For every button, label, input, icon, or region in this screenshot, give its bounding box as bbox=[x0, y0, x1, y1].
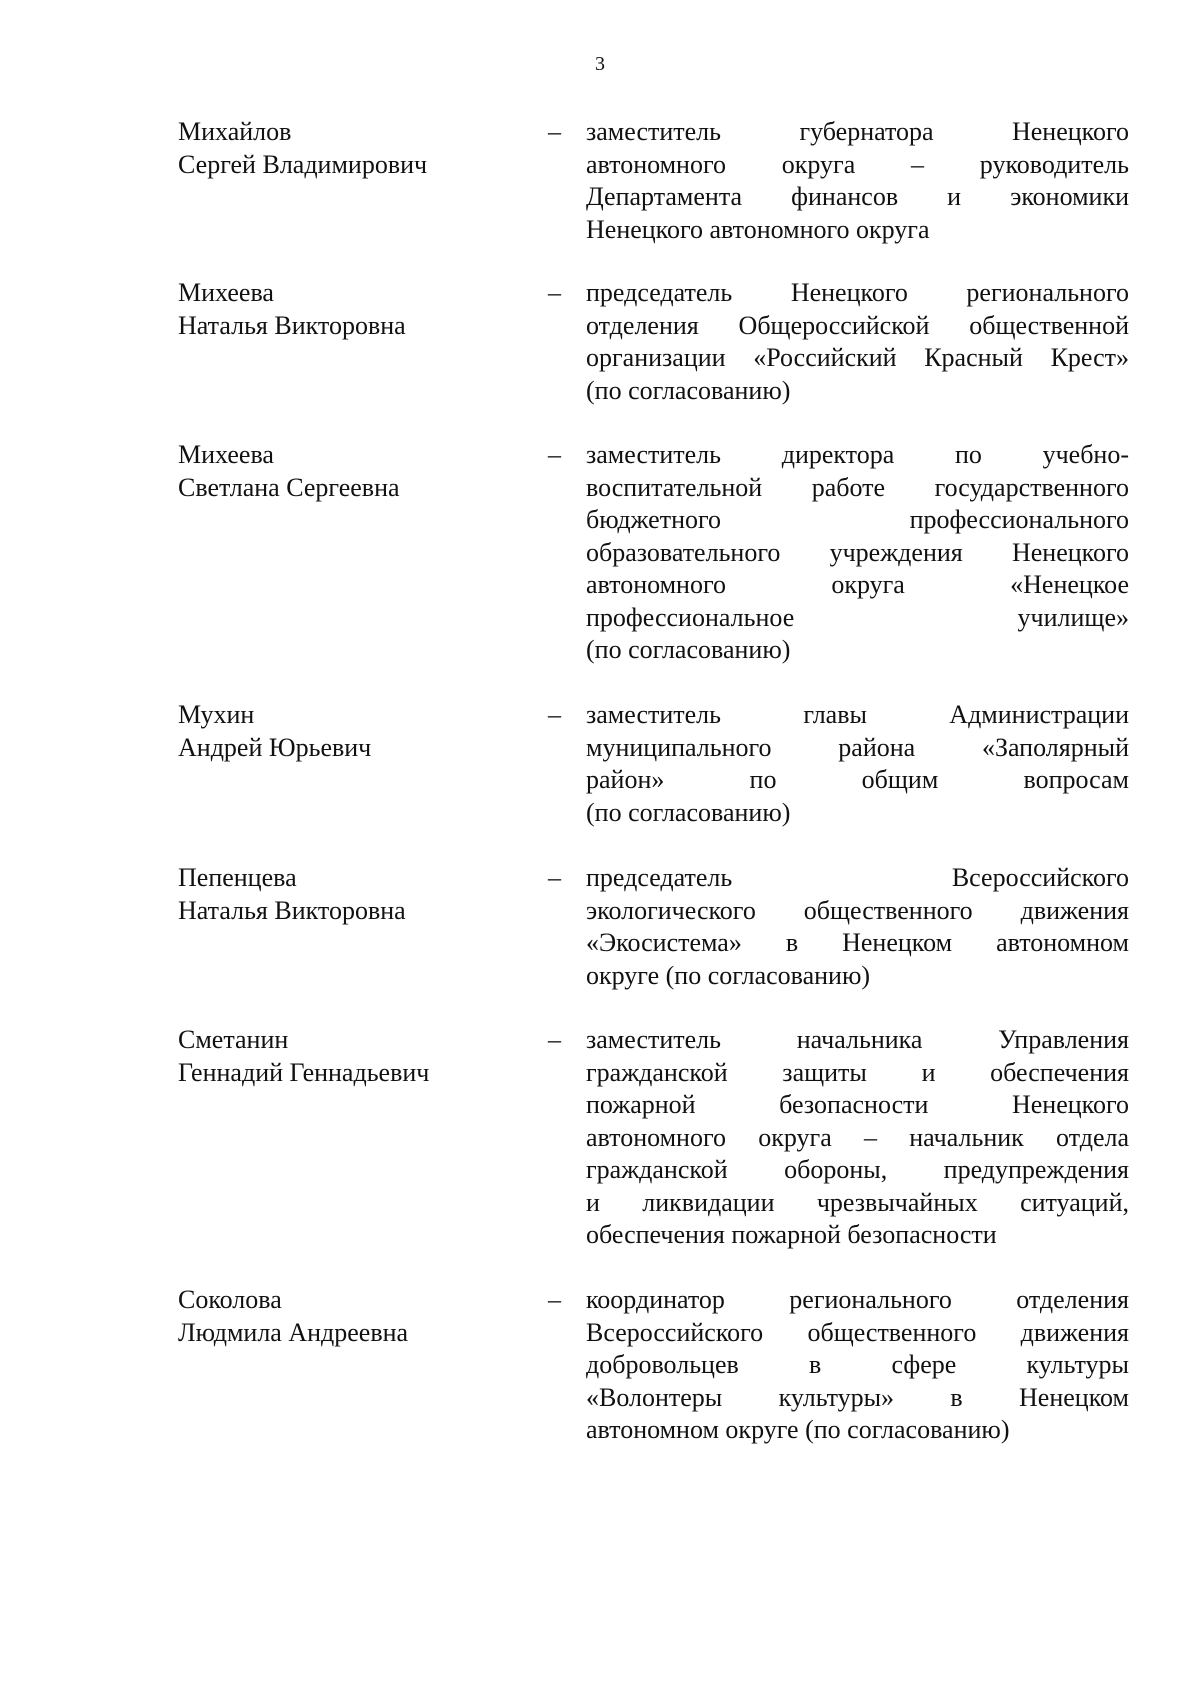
position-line: профессиональное училище» bbox=[586, 602, 1129, 632]
position-line: Всероссийского общественного движения bbox=[586, 1317, 1129, 1347]
person-name bbox=[178, 116, 518, 181]
position-line: добровольцев в сфере культуры bbox=[586, 1350, 1129, 1379]
dash-separator: – bbox=[548, 1285, 561, 1314]
position-line: и ликвидации чрезвычайных ситуаций, bbox=[586, 1187, 1129, 1217]
position-description bbox=[586, 116, 1129, 246]
position-line: обеспечения пожарной безопасности bbox=[586, 1220, 997, 1249]
position-line: Ненецкого автономного округа bbox=[586, 214, 930, 244]
position-line: бюджетного профессионального bbox=[586, 505, 1129, 534]
position-description bbox=[586, 1024, 1129, 1252]
position-description bbox=[586, 439, 1129, 667]
position-line: (по согласованию) bbox=[586, 797, 791, 827]
position-line: «Волонтеры культуры» в Ненецком bbox=[586, 1382, 1129, 1412]
position-line: Департамента финансов и экономики bbox=[586, 182, 1129, 211]
dash-separator: – bbox=[548, 1025, 561, 1054]
position-line: «Экосистема» в Ненецком автономном bbox=[586, 928, 1129, 957]
given-names: Наталья Викторовна bbox=[178, 310, 406, 340]
surname: Мухин bbox=[178, 700, 255, 729]
position-line: пожарной безопасности Ненецкого bbox=[586, 1090, 1129, 1119]
position-description bbox=[586, 277, 1129, 407]
list-item bbox=[0, 277, 1200, 405]
list-item bbox=[0, 862, 1200, 990]
position-line: автономном округе (по согласованию) bbox=[586, 1415, 1010, 1444]
position-line: (по согласованию) bbox=[586, 635, 791, 664]
position-line: район» по общим вопросам bbox=[586, 765, 1129, 794]
dash-separator: – bbox=[548, 278, 561, 307]
position-description bbox=[586, 862, 1129, 992]
position-line: автономного округа «Ненецкое bbox=[586, 570, 1129, 599]
given-names: Людмила Андреевна bbox=[178, 1317, 409, 1347]
position-line: автономного округа – руководитель bbox=[586, 149, 1129, 179]
position-line: организации «Российский Красный Крест» bbox=[586, 343, 1129, 372]
surname: Михайлов bbox=[178, 117, 292, 146]
surname: Сметанин bbox=[178, 1025, 289, 1054]
surname: Михеева bbox=[178, 278, 274, 307]
position-line: образовательного учреждения Ненецкого bbox=[586, 537, 1129, 567]
surname: Пепенцева bbox=[178, 863, 297, 892]
person-name bbox=[178, 1024, 518, 1089]
position-line: председатель Всероссийского bbox=[586, 863, 1129, 892]
person-name bbox=[178, 439, 518, 504]
person-name bbox=[178, 699, 518, 764]
position-line: председатель Ненецкого регионального bbox=[586, 278, 1129, 307]
position-line: (по согласованию) bbox=[586, 375, 791, 405]
list-item bbox=[0, 1024, 1200, 1249]
position-line: заместитель главы Администрации bbox=[586, 700, 1129, 729]
position-line: гражданской защиты и обеспечения bbox=[586, 1057, 1129, 1087]
position-description bbox=[586, 699, 1129, 829]
position-line: автономного округа – начальник отдела bbox=[586, 1122, 1129, 1152]
person-name bbox=[178, 862, 518, 927]
given-names: Наталья Викторовна bbox=[178, 895, 406, 925]
given-names: Андрей Юрьевич bbox=[178, 732, 372, 762]
dash-separator: – bbox=[548, 700, 561, 729]
list-item bbox=[0, 1284, 1200, 1444]
position-line: координатор регионального отделения bbox=[586, 1285, 1129, 1314]
surname: Михеева bbox=[178, 440, 274, 469]
position-line: воспитательной работе государственного bbox=[586, 472, 1129, 502]
position-line: экологического общественного движения bbox=[586, 895, 1129, 925]
position-line: муниципального района «Заполярный bbox=[586, 732, 1129, 762]
dash-separator: – bbox=[548, 117, 561, 146]
position-line: заместитель губернатора Ненецкого bbox=[586, 117, 1129, 146]
given-names: Светлана Сергеевна bbox=[178, 472, 400, 502]
position-line: заместитель директора по учебно- bbox=[586, 440, 1129, 469]
person-name bbox=[178, 277, 518, 342]
given-names: Геннадий Геннадьевич bbox=[178, 1057, 430, 1087]
list-item bbox=[0, 116, 1200, 244]
position-line: гражданской обороны, предупреждения bbox=[586, 1155, 1129, 1184]
list-item bbox=[0, 699, 1200, 827]
dash-separator: – bbox=[548, 440, 561, 469]
dash-separator: – bbox=[548, 863, 561, 892]
person-name bbox=[178, 1284, 518, 1349]
given-names: Сергей Владимирович bbox=[178, 149, 428, 179]
position-description bbox=[586, 1284, 1129, 1447]
list-item bbox=[0, 439, 1200, 664]
position-line: округе (по согласованию) bbox=[586, 960, 871, 990]
surname: Соколова bbox=[178, 1285, 282, 1314]
page-number: 3 bbox=[595, 53, 605, 75]
position-line: заместитель начальника Управления bbox=[586, 1025, 1129, 1054]
position-line: отделения Общероссийской общественной bbox=[586, 310, 1129, 340]
